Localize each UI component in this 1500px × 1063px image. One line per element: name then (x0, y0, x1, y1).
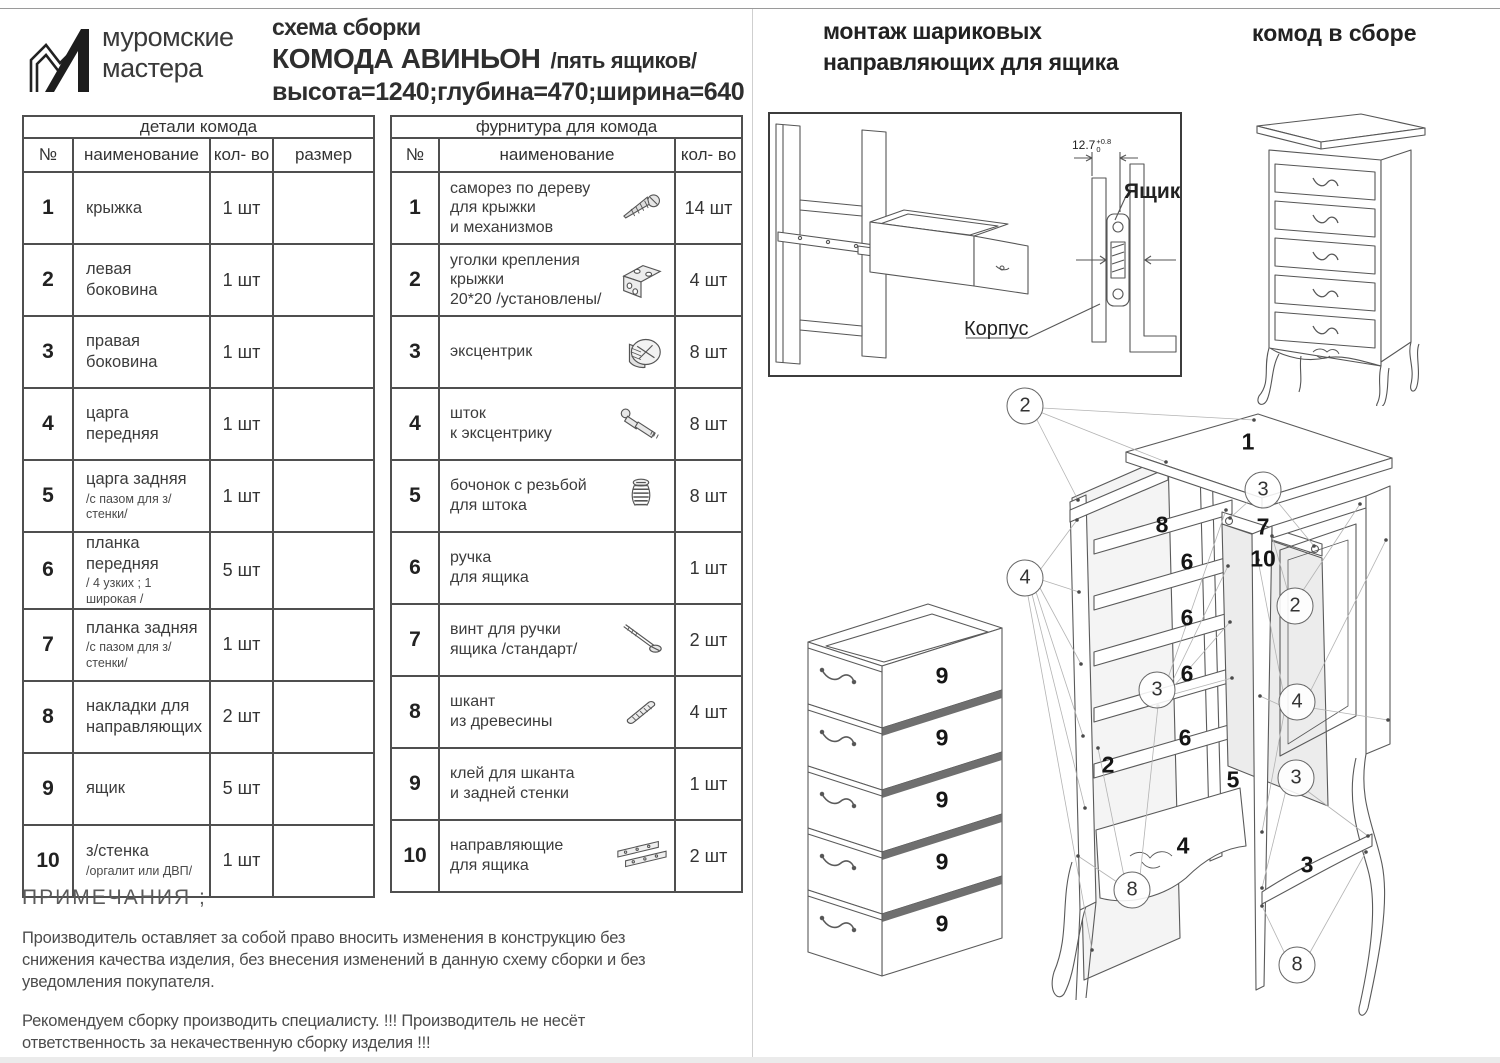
part-qty: 1 шт (210, 244, 273, 316)
hardware-row (391, 460, 742, 532)
doc-title-line1: схема сборки (272, 14, 421, 40)
part-name: правая боковина (73, 316, 210, 388)
hardware-number: 3 (391, 316, 439, 388)
hardware-qty: 1 шт (675, 748, 742, 820)
part-number: 6 (23, 532, 73, 609)
hardware-name: направляющие для ящика (439, 820, 675, 892)
part-name: царга передняя (73, 388, 210, 460)
tolerance-minus: 0 (1096, 145, 1101, 155)
parts-row (23, 753, 374, 825)
vertical-divider (752, 9, 753, 1063)
hardware-row (391, 748, 742, 820)
callout-circle: 8 (1114, 872, 1151, 909)
exploded-view-drawing (760, 380, 1500, 1063)
montage-title (823, 16, 1118, 78)
bracket-icon (614, 258, 668, 302)
hardware-row (391, 604, 742, 676)
part-name: ящик (73, 753, 210, 825)
parts-header-cell: размер (273, 138, 374, 172)
part-label: 10 (1250, 545, 1276, 572)
hardware-header-cell: кол- во (675, 138, 742, 172)
hardware-table-header (391, 138, 742, 172)
doc-title-suffix: /пять ящиков/ (550, 48, 697, 73)
part-qty: 1 шт (210, 172, 273, 244)
hardware-header-cell: наименование (439, 138, 675, 172)
part-name: планка передняя / 4 узких ; 1 широкая / (73, 532, 210, 609)
hardware-row (391, 820, 742, 892)
part-qty: 1 шт (210, 388, 273, 460)
hardware-name: эксцентрик (439, 316, 675, 388)
parts-row (23, 681, 374, 753)
part-number: 5 (23, 460, 73, 532)
part-number: 3 (23, 316, 73, 388)
hardware-table (390, 115, 743, 893)
brand-line2: мастера (102, 53, 203, 84)
hardware-number: 6 (391, 532, 439, 604)
cam-icon (614, 330, 668, 374)
part-qty: 1 шт (210, 460, 273, 532)
parts-header-cell: наименование (73, 138, 210, 172)
drawer-label: Ящик (1124, 180, 1181, 203)
part-size (273, 388, 374, 460)
hardware-number: 1 (391, 172, 439, 244)
part-number: 1 (23, 172, 73, 244)
hardware-name: шкант из древесины (439, 676, 675, 748)
hardware-qty: 4 шт (675, 676, 742, 748)
part-label: 9 (935, 724, 949, 751)
part-label: 3 (1300, 851, 1314, 878)
hardware-number: 9 (391, 748, 439, 820)
part-number: 2 (23, 244, 73, 316)
brand-line1: муромские (102, 22, 234, 52)
brand-logo-icon (25, 24, 95, 96)
parts-row (23, 609, 374, 681)
slide-offset-dimension (1072, 138, 1111, 155)
hardware-name: ручка для ящика (439, 532, 675, 604)
part-size (273, 609, 374, 681)
dowel-icon (614, 690, 668, 734)
part-number: 9 (23, 753, 73, 825)
part-size (273, 681, 374, 753)
part-size (273, 172, 374, 244)
parts-row (23, 460, 374, 532)
hardware-row (391, 316, 742, 388)
callout-circle: 2 (1007, 388, 1044, 425)
part-label: 9 (935, 662, 949, 689)
notes-paragraph-2: Рекомендуем сборку производить специалисту. !!! Производитель не несёт ответственность за некачественную сборку изделия !!! (22, 1012, 586, 1053)
handle-screw-icon (614, 618, 668, 662)
part-qty: 1 шт (210, 825, 273, 897)
part-qty: 1 шт (210, 609, 273, 681)
hardware-qty: 8 шт (675, 460, 742, 532)
callout-circle: 4 (1007, 560, 1044, 597)
part-label: 9 (935, 848, 949, 875)
doc-title-main: КОМОДА АВИНЬОН (272, 43, 541, 74)
part-size (273, 532, 374, 609)
top-rule (0, 8, 1500, 9)
part-size (273, 753, 374, 825)
parts-table-title: детали комода (23, 116, 374, 138)
part-label: 7 (1256, 513, 1270, 540)
hardware-row (391, 172, 742, 244)
callout-circle: 4 (1279, 684, 1316, 721)
part-size (273, 244, 374, 316)
part-name: крыжка (73, 172, 210, 244)
hardware-qty: 14 шт (675, 172, 742, 244)
parts-header-cell: № (23, 138, 73, 172)
callout-circle: 3 (1139, 672, 1176, 709)
hardware-name: клей для шканта и задней стенки (439, 748, 675, 820)
callout-circle: 2 (1277, 588, 1314, 625)
hardware-number: 2 (391, 244, 439, 316)
hardware-name: винт для ручки ящика /стандарт/ (439, 604, 675, 676)
stud-icon (614, 402, 668, 446)
rails-icon (614, 834, 668, 878)
notes-section (22, 886, 700, 1055)
part-label: 6 (1180, 548, 1194, 575)
hardware-header-cell: № (391, 138, 439, 172)
part-label: 9 (935, 786, 949, 813)
part-label: 6 (1178, 724, 1192, 751)
doc-title-dimensions: высота=1240;глубина=470;ширина=640 (272, 78, 745, 106)
hardware-qty: 2 шт (675, 820, 742, 892)
document-title (272, 14, 744, 107)
part-number: 10 (23, 825, 73, 897)
parts-row (23, 316, 374, 388)
hardware-number: 5 (391, 460, 439, 532)
part-number: 4 (23, 388, 73, 460)
part-qty: 1 шт (210, 316, 273, 388)
hardware-row (391, 676, 742, 748)
callout-circle: 3 (1278, 760, 1315, 797)
hardware-name: шток к эксцентрику (439, 388, 675, 460)
part-name: накладки для направляющих (73, 681, 210, 753)
hardware-name: бочонок с резьбой для штока (439, 460, 675, 532)
hardware-qty: 4 шт (675, 244, 742, 316)
hardware-row (391, 244, 742, 316)
hardware-number: 4 (391, 388, 439, 460)
callout-circle: 3 (1245, 472, 1282, 509)
barrel-icon (614, 474, 668, 518)
part-qty: 2 шт (210, 681, 273, 753)
part-number: 8 (23, 681, 73, 753)
part-number: 7 (23, 609, 73, 681)
part-name: планка задняя /с пазом для з/стенки/ (73, 609, 210, 681)
assembled-title: комод в сборе (1252, 20, 1417, 46)
brand-name (102, 22, 234, 85)
assembled-chest-drawing (1243, 96, 1443, 406)
hardware-name: саморез по дереву для крыжки и механизмов (439, 172, 675, 244)
part-label: 6 (1180, 604, 1194, 631)
part-name: левая боковина (73, 244, 210, 316)
callout-circle: 8 (1279, 947, 1316, 984)
hardware-qty: 1 шт (675, 532, 742, 604)
part-name: з/стенка /оргалит или ДВП/ (73, 825, 210, 897)
hardware-qty: 8 шт (675, 316, 742, 388)
parts-row (23, 244, 374, 316)
hardware-number: 8 (391, 676, 439, 748)
hardware-number: 10 (391, 820, 439, 892)
parts-header-cell: кол- во (210, 138, 273, 172)
part-name: царга задняя /с пазом для з/стенки/ (73, 460, 210, 532)
montage-title-line2: направляющих для ящика (823, 49, 1119, 76)
hardware-qty: 2 шт (675, 604, 742, 676)
parts-table (22, 115, 375, 898)
parts-row (23, 388, 374, 460)
hardware-qty: 8 шт (675, 388, 742, 460)
part-label: 8 (1155, 511, 1169, 538)
hardware-number: 7 (391, 604, 439, 676)
hardware-row (391, 532, 742, 604)
part-label: 5 (1226, 766, 1240, 793)
dimension-value: 12.7 (1072, 138, 1096, 152)
notes-title: ПРИМЕЧАНИЯ ; (22, 886, 207, 909)
hardware-name: уголки крепления крыжки 20*20 /установлены/ (439, 244, 675, 316)
tolerance-plus: +0.8 (1096, 137, 1112, 146)
dimension-tolerance (1096, 138, 1111, 155)
part-size (273, 460, 374, 532)
montage-title-line1: монтаж шариковых (823, 18, 1042, 44)
screw-icon (614, 186, 668, 230)
part-qty: 5 шт (210, 532, 273, 609)
part-label: 4 (1176, 832, 1190, 859)
notes-paragraph-1: Производитель оставляет за собой право вносить изменения в конструкцию без снижения качества изделия, без внесения изменений в данную схему сборки и без уведомления покупателя. (22, 929, 646, 991)
part-label: 9 (935, 910, 949, 937)
drawer-stack (808, 604, 1002, 976)
hardware-row (391, 388, 742, 460)
doc-title-line2 (272, 43, 744, 75)
part-size (273, 316, 374, 388)
part-label: 2 (1101, 751, 1115, 778)
part-label: 6 (1180, 660, 1194, 687)
part-label: 1 (1241, 428, 1255, 455)
parts-row (23, 172, 374, 244)
parts-table-header (23, 138, 374, 172)
body-label: Корпус (964, 318, 1029, 340)
parts-row (23, 532, 374, 609)
part-qty: 5 шт (210, 753, 273, 825)
hardware-table-title: фурнитура для комода (391, 116, 742, 138)
